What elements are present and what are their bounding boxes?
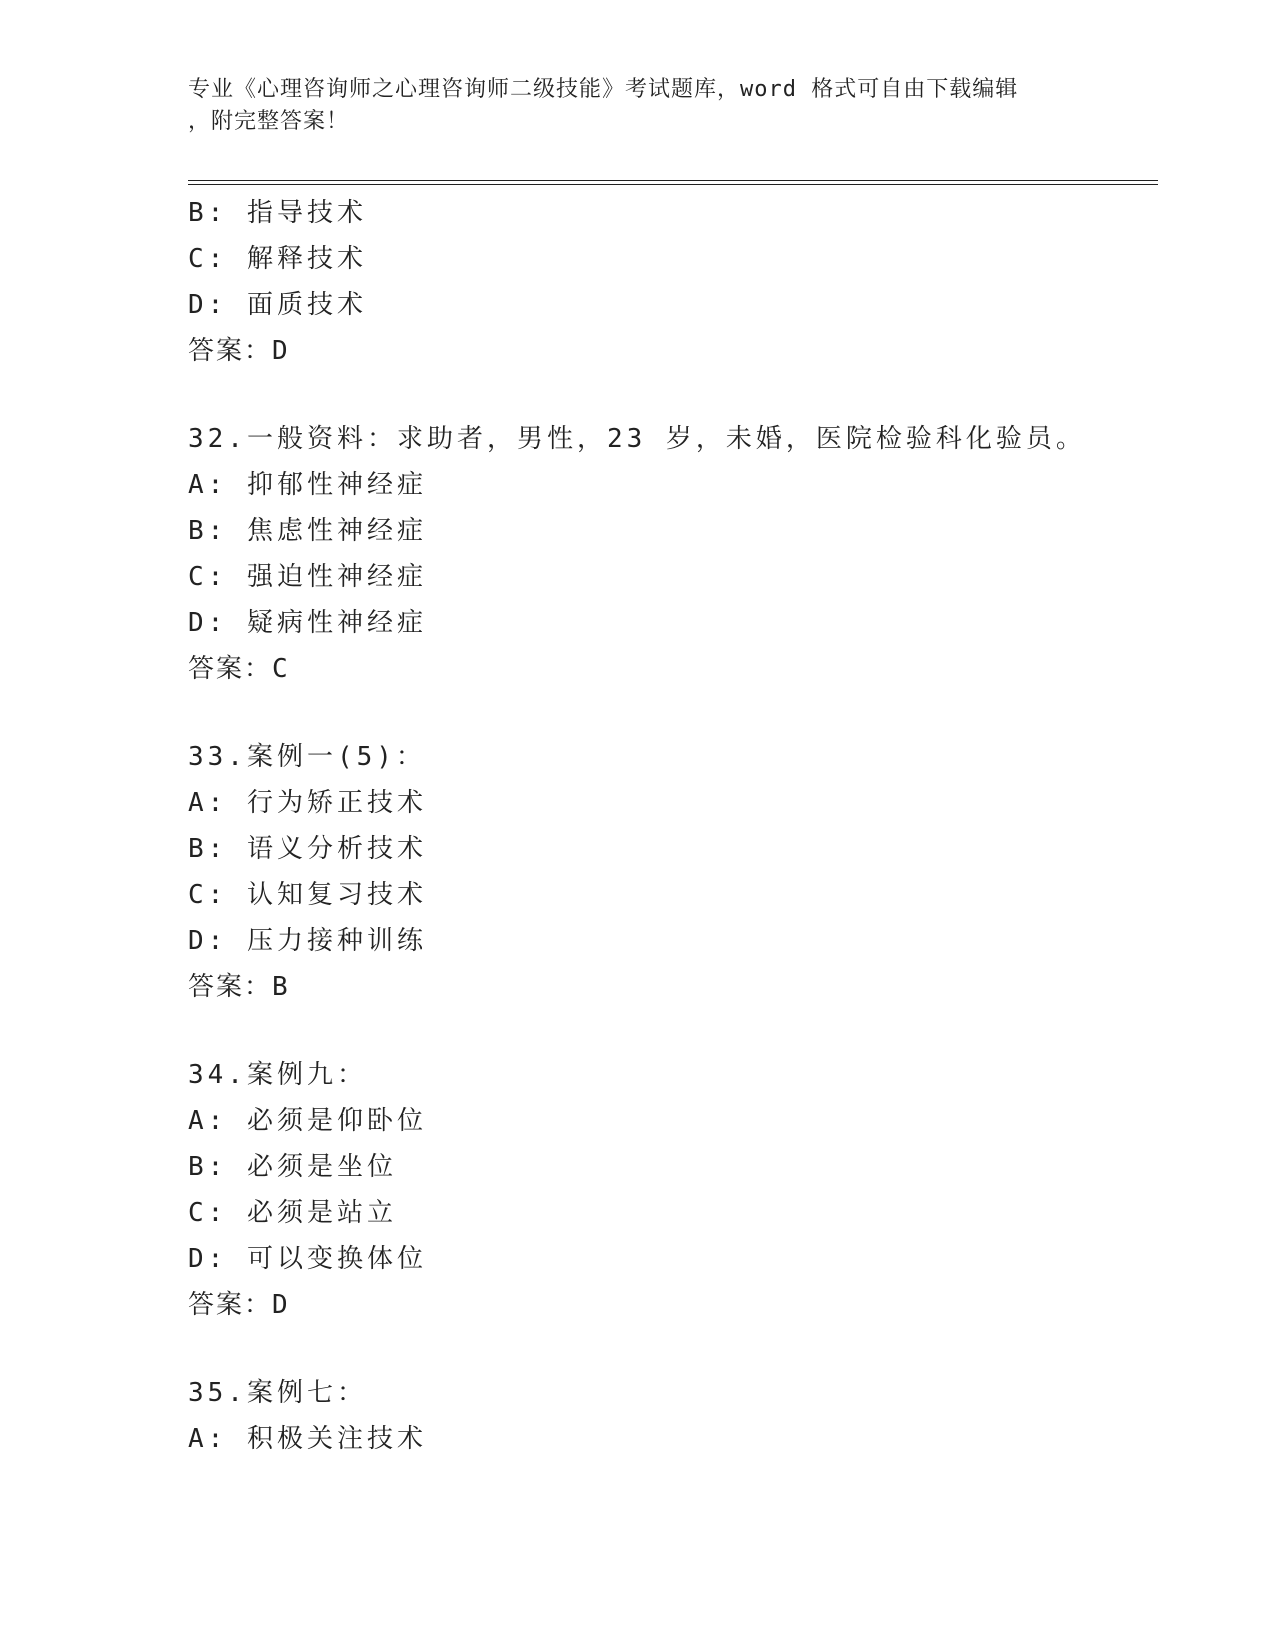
question-block — [188, 416, 1158, 692]
option: C: 认知复习技术 — [188, 880, 427, 910]
option: B: 焦虑性神经症 — [188, 516, 427, 546]
answer: 答案：D — [188, 1290, 290, 1320]
question-text: 33.案例一(5)： — [188, 742, 426, 772]
question-block — [188, 734, 1158, 1010]
spacer — [188, 374, 1158, 416]
option: A: 行为矫正技术 — [188, 788, 427, 818]
question-block — [188, 190, 1158, 374]
option: D: 面质技术 — [188, 290, 367, 320]
answer: 答案：D — [188, 336, 290, 366]
page-header — [188, 74, 1088, 138]
header-rule-bottom — [188, 184, 1158, 185]
answer: 答案：B — [188, 972, 290, 1002]
option: B: 指导技术 — [188, 198, 367, 228]
question-block — [188, 1052, 1158, 1328]
header-rule-top — [188, 180, 1158, 181]
option: D: 疑病性神经症 — [188, 608, 427, 638]
spacer — [188, 1010, 1158, 1052]
option: A: 抑郁性神经症 — [188, 470, 427, 500]
option: C: 强迫性神经症 — [188, 562, 427, 592]
option: C: 必须是站立 — [188, 1198, 397, 1228]
header-line-2: ，附完整答案！ — [188, 109, 350, 134]
spacer — [188, 1328, 1158, 1370]
option: C: 解释技术 — [188, 244, 367, 274]
header-line-1: 专业《心理咨询师之心理咨询师二级技能》考试题库，word 格式可自由下载编辑 — [188, 77, 1019, 102]
option: D: 可以变换体位 — [188, 1244, 427, 1274]
question-block — [188, 1370, 1158, 1462]
question-text: 35.案例七： — [188, 1378, 367, 1408]
option: B: 必须是坐位 — [188, 1152, 397, 1182]
option: A: 积极关注技术 — [188, 1424, 427, 1454]
answer: 答案：C — [188, 654, 290, 684]
question-text: 32.一般资料：求助者，男性，23 岁，未婚，医院检验科化验员。 — [188, 424, 1086, 454]
option: D: 压力接种训练 — [188, 926, 427, 956]
option: B: 语义分析技术 — [188, 834, 427, 864]
question-text: 34.案例九： — [188, 1060, 367, 1090]
option: A: 必须是仰卧位 — [188, 1106, 427, 1136]
question-list — [188, 190, 1158, 1462]
spacer — [188, 692, 1158, 734]
